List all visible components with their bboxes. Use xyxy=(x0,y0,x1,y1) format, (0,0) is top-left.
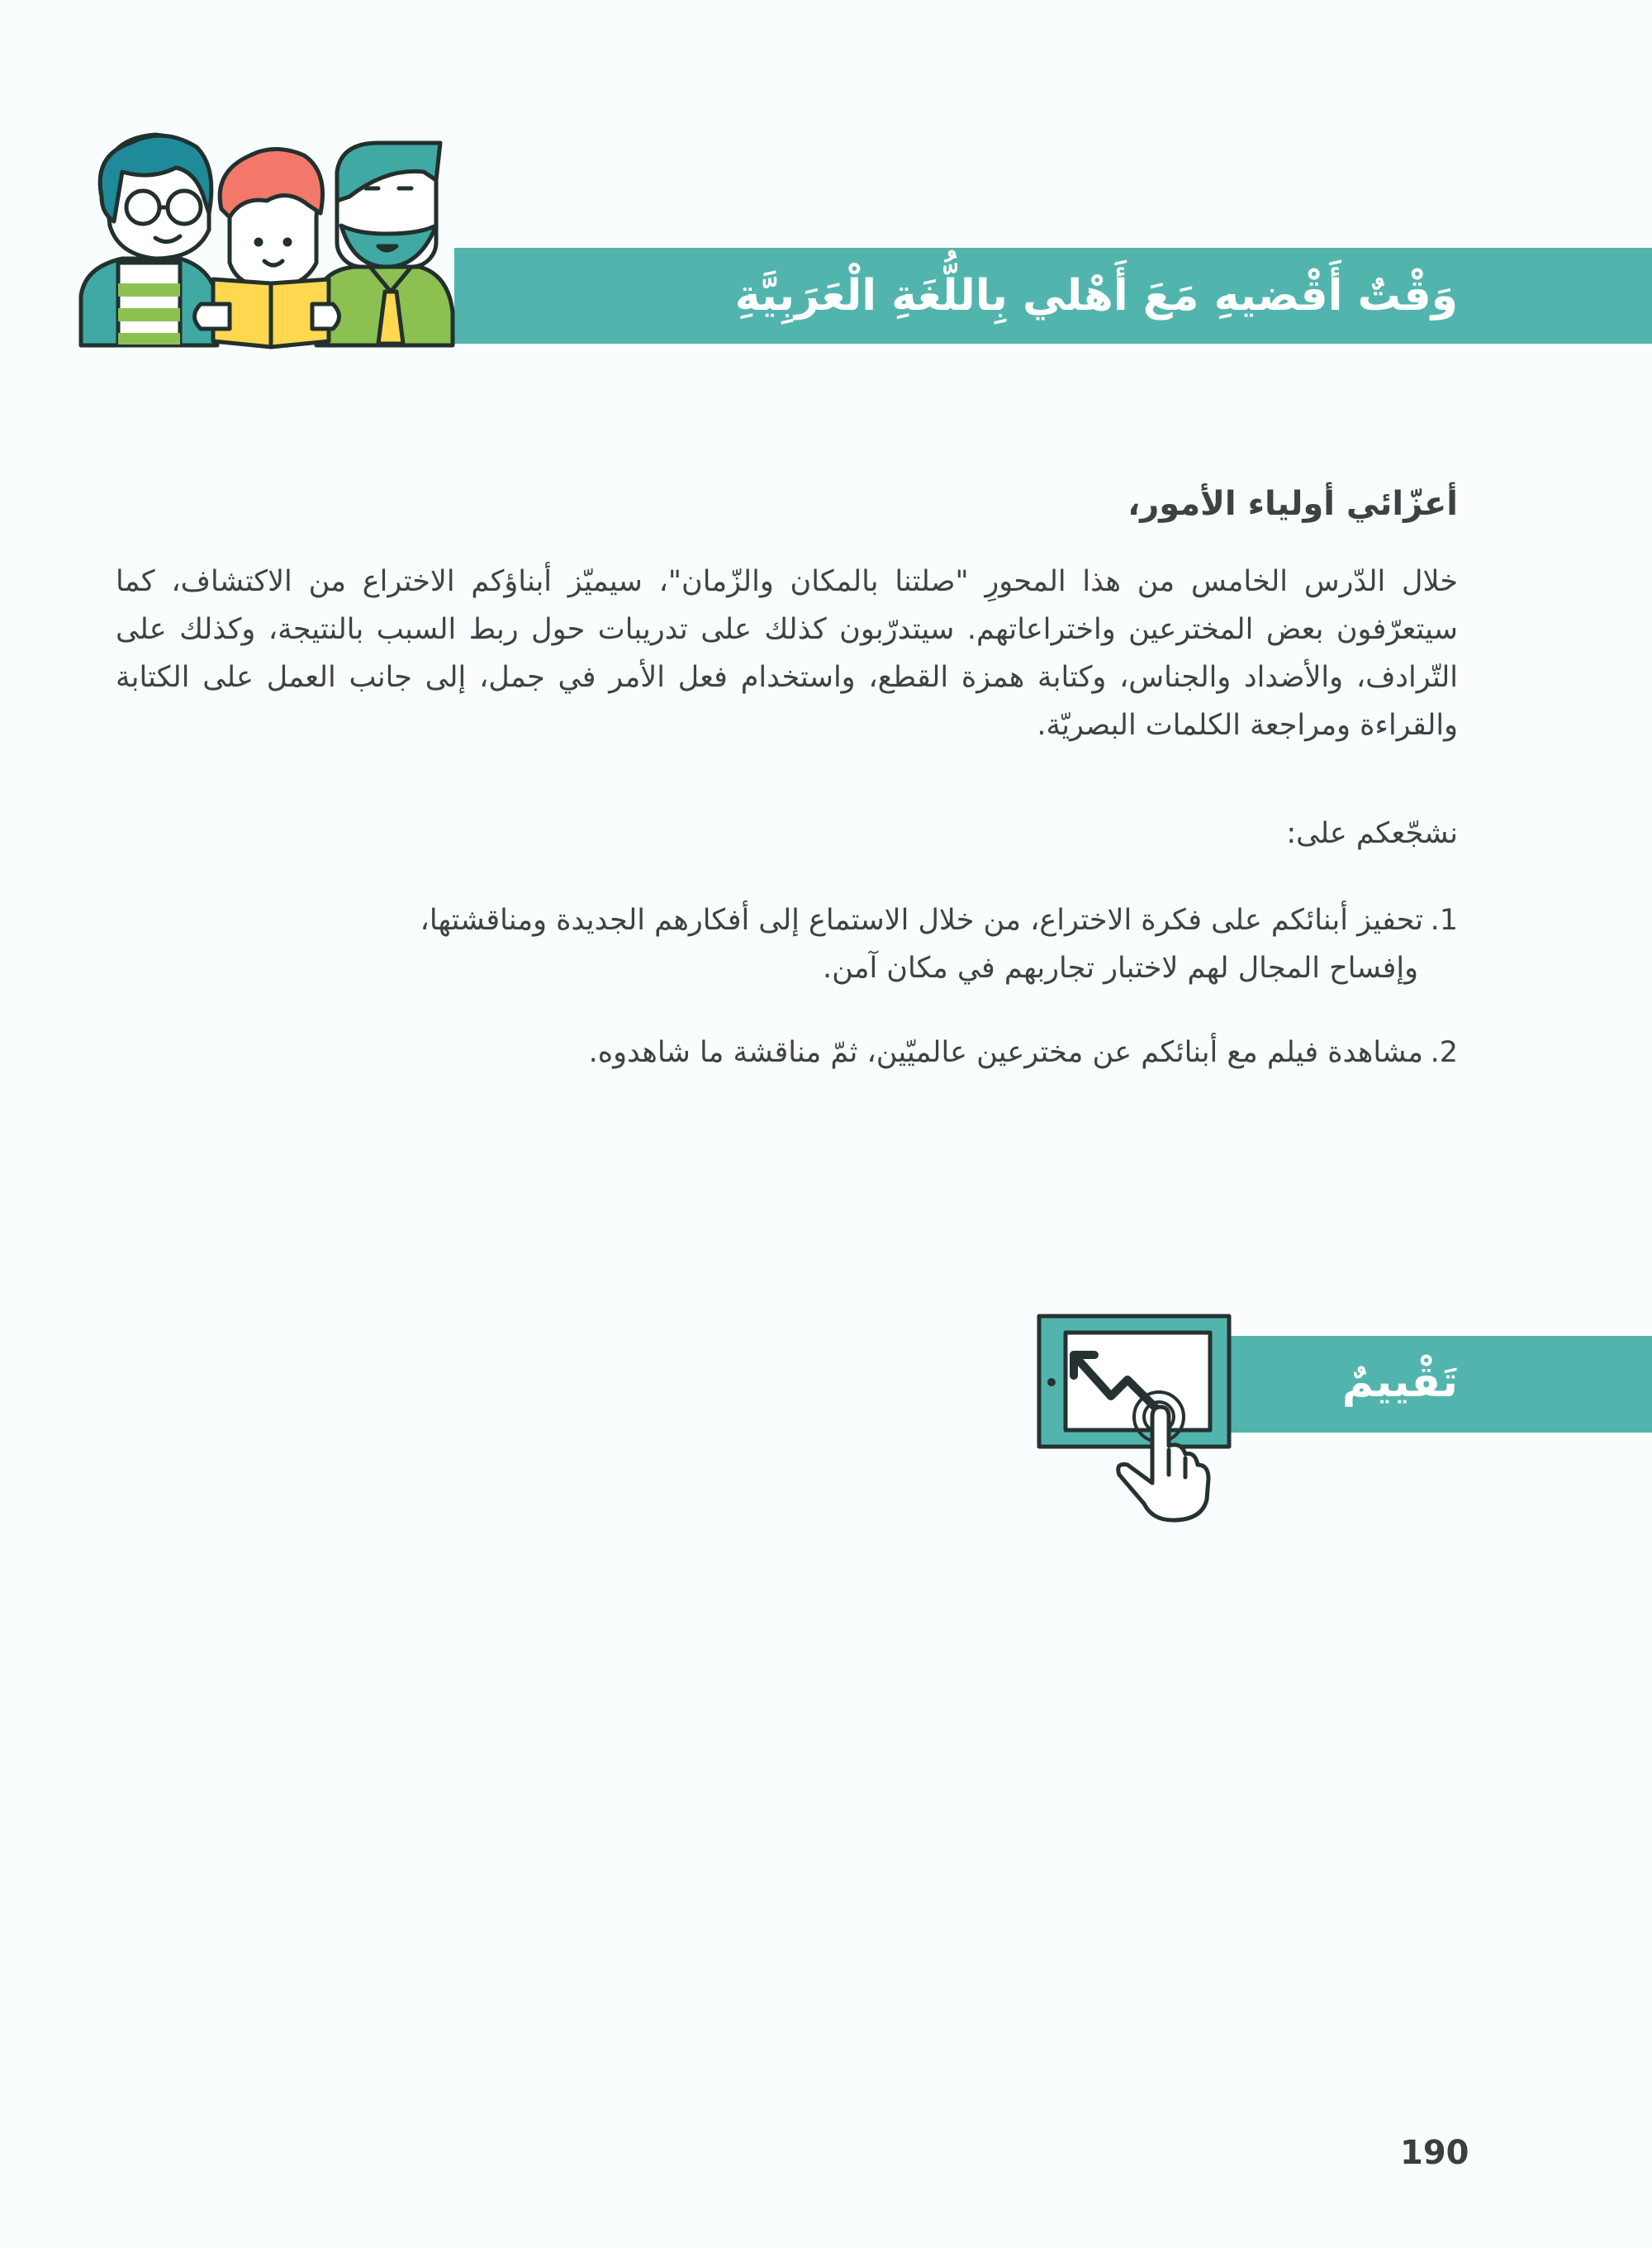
tablet-touch-chart-icon xyxy=(1020,1309,1251,1524)
list-item-text: تحفيز أبنائكم على فكرة الاختراع، من خلال الاستماع إلى أفكارهم الجديدة ومناقشتها، xyxy=(420,904,1423,937)
list-item-continuation: وإفساح المجال لهم لاختبار تجاربهم في مكان آمن. xyxy=(822,952,1418,985)
page-number: 190 xyxy=(1400,2134,1469,2172)
greeting-heading: أعزّائي أولياء الأمور، xyxy=(1127,485,1458,523)
list-item xyxy=(182,1029,1458,1076)
family-reading-illustration xyxy=(73,122,461,349)
list-item-text: مشاهدة فيلم مع أبنائكم عن مخترعين عالميّين، ثمّ مناقشة ما شاهدوه. xyxy=(588,1036,1423,1069)
list-item-number: 2. xyxy=(1430,1036,1458,1069)
list-item-number: 1. xyxy=(1430,904,1458,937)
encourage-label: نشجّعكم على: xyxy=(1286,817,1458,850)
evaluation-section-title: تَقْييمٌ xyxy=(1341,1357,1458,1407)
list-item xyxy=(182,896,1458,992)
intro-paragraph: خلال الدّرس الخامس من هذا المحورِ "صلتنا بالمكان والزّمان"، سيميّز أبناؤكم الاختراع من الاكتشاف، كما سيتعرّفون بعض المخترعين واختراعاتهم. سيتدرّبون كذلك على تدريبات حول ربط السبب بالنتيجة، وكذلك على التّرادف، والأضداد والجناس، وكتابة همزة القطع، واستخدام فعل الأمر في جمل، إلى جانب العمل على الكتابة والقراءة ومراجعة الكلمات البصريّة. xyxy=(116,565,1458,742)
family-section-title: وَقْتٌ أَقْضيهِ مَعَ أَهْلي بِاللُّغَةِ الْعَرَبِيَّةِ xyxy=(734,271,1458,321)
